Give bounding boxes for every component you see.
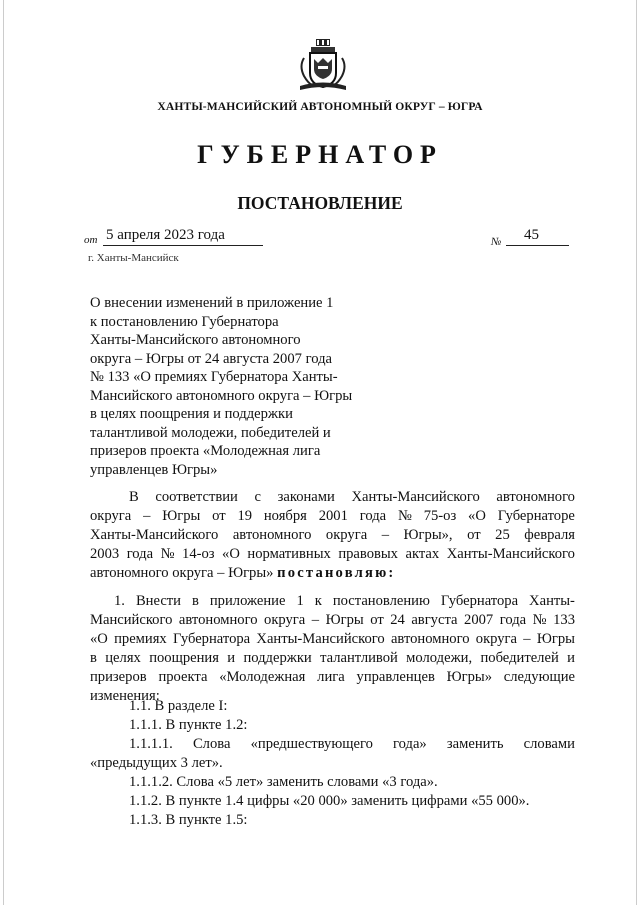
word: автономного — [178, 612, 258, 628]
document-title: ГУБЕРНАТОР — [197, 140, 443, 169]
word: и — [567, 650, 575, 666]
word: «О — [468, 508, 486, 524]
word: Ханты-Мансийского — [256, 631, 385, 647]
date-prefix-label: от — [84, 234, 98, 246]
subitem-1-1-1-1 — [129, 735, 575, 754]
item-line — [90, 649, 575, 668]
left-scan-edge — [3, 0, 4, 905]
preamble-line — [90, 526, 575, 545]
document-date: 5 апреля 2023 года — [106, 227, 225, 243]
word: автономного — [496, 489, 575, 505]
word: года — [499, 612, 527, 628]
word: 75-оз — [423, 508, 457, 524]
word: постановлению — [332, 593, 430, 609]
word: Югры — [536, 631, 575, 647]
word: августа — [411, 612, 458, 628]
word: Югры», — [403, 527, 453, 543]
document-type: ПОСТАНОВЛЕНИЕ — [237, 193, 403, 213]
word: автономного — [232, 527, 312, 543]
decree-word: постановляю: — [277, 565, 396, 581]
word: премиях — [114, 631, 167, 647]
word: 2003 — [90, 546, 120, 562]
region-heading: ХАНТЫ-МАНСИЙСКИЙ АВТОНОМНЫЙ ОКРУГ – ЮГРА — [157, 100, 483, 113]
word: Ханты-Мансийского — [351, 489, 480, 505]
word: проекта — [158, 669, 208, 685]
word: – — [311, 612, 320, 628]
word: к — [314, 593, 322, 609]
word: 14-оз — [182, 546, 215, 562]
subject-line: Ханты-Мансийского автономного — [90, 332, 301, 348]
word: от — [212, 508, 226, 524]
word: 2007 — [464, 612, 494, 628]
word: 1. — [114, 593, 125, 609]
word: года — [359, 508, 387, 524]
preamble-last-line — [90, 564, 395, 583]
item-line — [90, 611, 575, 630]
subject-line: № 133 «О премиях Губернатора Ханты- — [90, 369, 338, 385]
word: года» — [393, 736, 427, 752]
word: «О — [90, 631, 108, 647]
word: нормативных — [247, 546, 331, 562]
word: следующие — [503, 669, 575, 685]
word: поощрения — [149, 650, 219, 666]
word: молодежи, — [406, 650, 473, 666]
word: 1 — [296, 593, 304, 609]
word: февраля — [524, 527, 575, 543]
coat-of-arms-emblem — [297, 38, 349, 92]
number-prefix-label: № — [491, 236, 502, 248]
subitem-1-1-1: 1.1.1. В пункте 1.2: — [129, 717, 248, 733]
item-line — [90, 668, 575, 687]
word: «предшествующего — [250, 736, 373, 752]
word: талантливой — [320, 650, 398, 666]
word: округа — [90, 508, 132, 524]
word: приложение — [209, 593, 286, 609]
word: 25 — [495, 527, 510, 543]
number-underline — [506, 245, 569, 246]
subject-line: О внесении изменений в приложение 1 — [90, 295, 334, 311]
word: актах — [405, 546, 440, 562]
word: автономного — [390, 631, 470, 647]
date-underline — [103, 245, 263, 246]
word: округа — [325, 527, 368, 543]
item-last-line: изменения: — [90, 688, 160, 704]
word: управленцев — [356, 669, 435, 685]
word: 24 — [390, 612, 405, 628]
word: Ханты-Мансийского — [446, 546, 575, 562]
right-scan-edge — [636, 0, 637, 905]
word: победителей — [480, 650, 559, 666]
subject-line: управленцев Югры» — [90, 461, 218, 478]
word: Ханты-Мансийского — [90, 527, 219, 543]
subject-line: к постановлению Губернатора — [90, 313, 279, 330]
word: Губернатора — [440, 593, 519, 609]
word: 19 — [237, 508, 253, 524]
word: законами — [277, 489, 335, 505]
document-number: 45 — [524, 227, 539, 243]
word: целях — [105, 650, 141, 666]
item-line — [114, 592, 575, 611]
word: 133 — [553, 612, 575, 628]
preamble-line — [90, 545, 575, 564]
word: с — [254, 489, 261, 505]
word: округа — [475, 631, 518, 647]
word: № — [160, 546, 175, 562]
word: – — [523, 631, 531, 647]
word: в — [90, 650, 97, 666]
subject-block — [90, 294, 370, 479]
subitem-1-1-1-1-cont: «предыдущих 3 лет». — [90, 755, 223, 771]
word: правовых — [338, 546, 398, 562]
subject-line: округа – Югры от 24 августа 2007 года — [90, 350, 333, 367]
item-line — [90, 630, 575, 649]
subject-line: Мансийского автономного округа – Югры — [90, 387, 353, 404]
word: Ханты- — [529, 593, 575, 609]
word: Слова — [192, 736, 231, 752]
preamble-line — [90, 507, 575, 526]
word: заменить — [446, 736, 504, 752]
word: от — [467, 527, 481, 543]
word: лига — [317, 669, 345, 685]
word: В — [129, 489, 139, 505]
word: призеров — [90, 669, 147, 685]
preamble-last-text: автономного округа – Югры» — [90, 565, 274, 581]
word: словами — [523, 736, 575, 752]
subitem-1-1-2: 1.1.2. В пункте 1.4 цифры «20 000» заменить цифрами «55 000». — [129, 793, 530, 809]
word: округа — [264, 612, 306, 628]
word: «О — [222, 546, 240, 562]
word: – — [143, 508, 151, 524]
word: «Молодежная — [219, 669, 306, 685]
subitem-1-1-3: 1.1.3. В пункте 1.5: — [129, 812, 248, 828]
word: года — [126, 546, 154, 562]
subitem-1-1-1-2: 1.1.1.2. Слова «5 лет» заменить словами «3 года». — [129, 774, 438, 790]
word: и — [227, 650, 236, 666]
subject-line: талантливой молодежи, победителей и — [90, 424, 331, 441]
word: Мансийского — [90, 612, 173, 628]
word: № — [532, 612, 547, 628]
subitem-1-1: 1.1. В разделе I: — [129, 698, 228, 714]
word: 2001 — [318, 508, 348, 524]
word: № — [397, 508, 412, 524]
word: ноября — [263, 508, 307, 524]
word: Внести — [135, 593, 181, 609]
word: Губернаторе — [497, 508, 575, 524]
word: от — [370, 612, 384, 628]
word: Югры» — [446, 669, 493, 685]
word: Югры — [325, 612, 364, 628]
preamble-line — [129, 488, 575, 507]
word: Губернатора — [172, 631, 251, 647]
city-label: г. Ханты-Мансийск — [88, 252, 179, 264]
word: соответствии — [155, 489, 238, 505]
subject-line: призеров проекта «Молодежная лига — [90, 443, 321, 459]
subject-line: в целях поощрения и поддержки — [90, 406, 293, 422]
word: 1.1.1.1. — [129, 736, 173, 752]
word: в — [191, 593, 199, 609]
word: поддержки — [243, 650, 312, 666]
word: – — [381, 527, 390, 543]
word: Югры — [162, 508, 201, 524]
